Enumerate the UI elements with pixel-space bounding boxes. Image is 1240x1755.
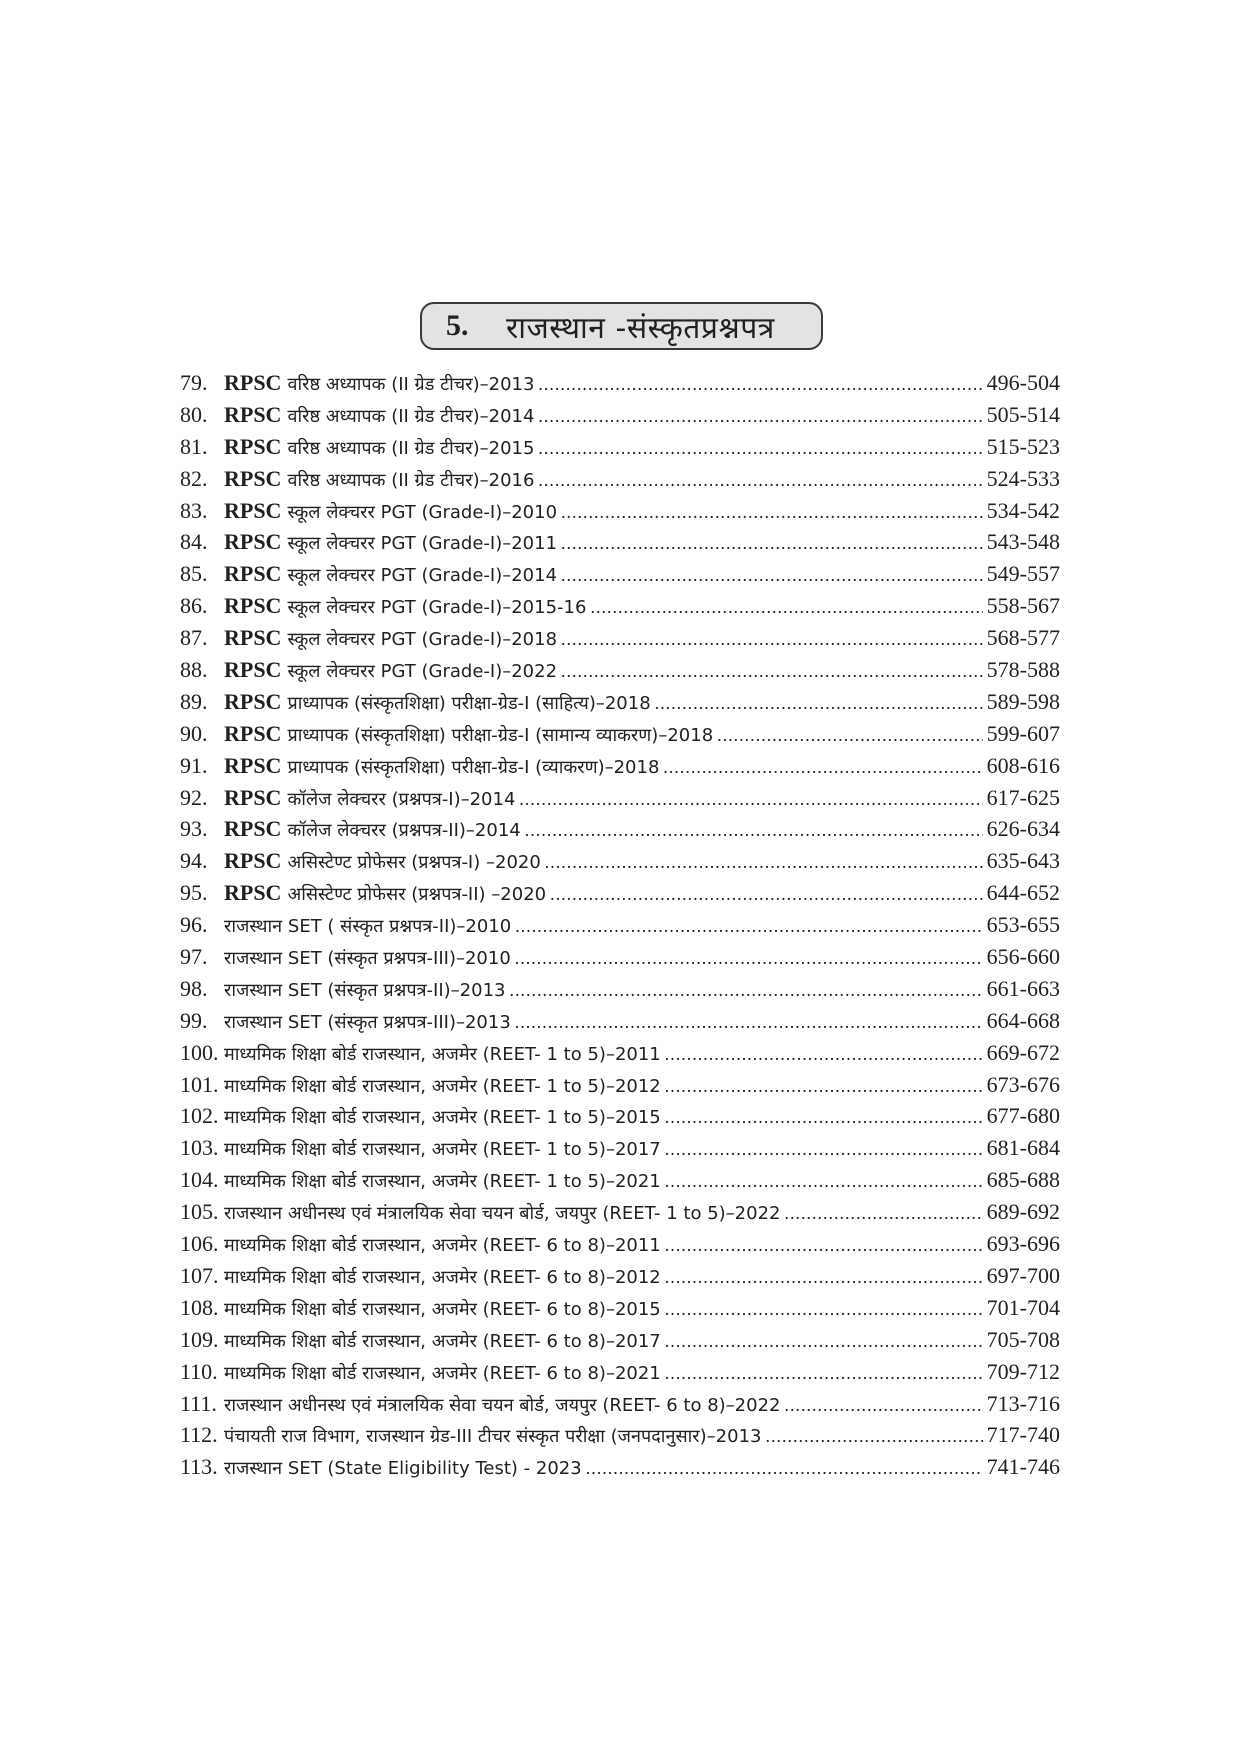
entry-title <box>224 590 586 624</box>
entry-title-text: स्कूल लेक्चरर PGT (Grade-I)–2022 <box>287 661 558 683</box>
entry-pages: 549-557 <box>986 561 1060 587</box>
dot-leader <box>586 1453 983 1485</box>
entry-title <box>224 750 659 784</box>
toc-entry[interactable] <box>180 367 1060 399</box>
entry-title-text: कॉलेज लेक्चरर (प्रश्नपत्र-I)–2014 <box>287 788 516 810</box>
toc-entry[interactable] <box>180 1388 1060 1420</box>
entry-title-text: माध्यमिक शिक्षा बोर्ड राजस्थान, अजमेर (REET- 6 to 8)–2021 <box>224 1362 661 1384</box>
dot-leader <box>515 1007 983 1039</box>
entry-number: 98. <box>180 975 208 1001</box>
toc-entry[interactable] <box>180 1260 1060 1292</box>
entry-pages: 669-672 <box>986 1039 1060 1065</box>
entry-title <box>224 877 546 911</box>
entry-pages: 705-708 <box>986 1326 1060 1352</box>
entry-title-text: असिस्टेण्ट प्रोफेसर (प्रश्नपत्र-II) –2020 <box>287 884 547 906</box>
entry-number: 110. <box>180 1358 218 1384</box>
dot-leader <box>784 1198 982 1230</box>
entry-pages: 653-655 <box>986 912 1060 938</box>
toc-entry[interactable] <box>180 1196 1060 1228</box>
entry-number: 108. <box>180 1294 219 1320</box>
toc-entry[interactable] <box>180 1037 1060 1069</box>
dot-leader <box>665 1358 983 1390</box>
toc-entry[interactable] <box>180 1069 1060 1101</box>
entry-pages: 599-607 <box>986 720 1060 746</box>
entry-title <box>224 495 557 529</box>
dot-leader <box>561 497 983 529</box>
entry-number: 94. <box>180 848 208 874</box>
entry-title <box>224 526 557 560</box>
entry-org: RPSC <box>224 370 282 395</box>
entry-pages: 709-712 <box>986 1358 1060 1384</box>
entry-number: 97. <box>180 944 208 970</box>
entry-pages: 697-700 <box>986 1262 1060 1288</box>
dot-leader <box>717 720 983 752</box>
entry-pages: 543-548 <box>986 529 1060 555</box>
entry-pages: 713-716 <box>986 1390 1060 1416</box>
entry-number: 87. <box>180 625 208 651</box>
entry-title <box>224 973 505 1007</box>
entry-title-text: स्कूल लेक्चरर PGT (Grade-I)–2010 <box>287 501 558 523</box>
entry-title <box>224 686 651 720</box>
entry-pages: 685-688 <box>986 1167 1060 1193</box>
entry-number: 105. <box>180 1199 219 1225</box>
entry-number: 95. <box>180 880 208 906</box>
entry-title-text: माध्यमिक शिक्षा बोर्ड राजस्थान, अजमेर (REET- 6 to 8)–2012 <box>224 1266 661 1288</box>
entry-number: 103. <box>180 1135 219 1161</box>
entry-number: 104. <box>180 1167 219 1193</box>
toc-entry[interactable] <box>180 686 1060 718</box>
entry-org: RPSC <box>224 561 282 587</box>
entry-number: 79. <box>180 370 208 395</box>
entry-number: 82. <box>180 465 208 491</box>
entry-title-text: माध्यमिक शिक्षा बोर्ड राजस्थान, अजमेर (REET- 1 to 5)–2017 <box>224 1139 661 1161</box>
dot-leader <box>665 1071 983 1103</box>
toc-entry[interactable] <box>180 558 1060 590</box>
entry-number: 101. <box>180 1071 219 1097</box>
dot-leader <box>561 624 983 656</box>
entry-pages: 673-676 <box>986 1071 1060 1097</box>
entry-org: RPSC <box>224 433 282 459</box>
section-number: 5. <box>446 309 469 342</box>
entry-pages: 589-598 <box>986 688 1060 714</box>
entry-number: 85. <box>180 561 208 587</box>
dot-leader <box>509 975 982 1007</box>
toc-entry[interactable] <box>180 526 1060 558</box>
entry-pages: 681-684 <box>986 1135 1060 1161</box>
entry-org: RPSC <box>224 720 282 746</box>
entry-org: RPSC <box>224 401 282 427</box>
toc-entry[interactable] <box>180 590 1060 622</box>
entry-pages: 617-625 <box>986 784 1060 810</box>
entry-number: 106. <box>180 1231 219 1257</box>
table-of-contents <box>180 367 1060 1483</box>
dot-leader <box>538 433 982 465</box>
toc-entry[interactable] <box>180 877 1060 909</box>
entry-title <box>224 813 521 847</box>
entry-org: RPSC <box>224 816 282 842</box>
entry-title-text: प्राध्यापक (संस्कृतशिक्षा) परीक्षा-ग्रेड-I (व्याकरण)–2018 <box>287 756 660 778</box>
toc-entry[interactable] <box>180 941 1060 973</box>
toc-entry[interactable] <box>180 1292 1060 1324</box>
entry-pages: 635-643 <box>986 848 1060 874</box>
dot-leader <box>665 1039 983 1071</box>
entry-title <box>224 1388 780 1422</box>
entry-title-text: कॉलेज लेक्चरर (प्रश्नपत्र-II)–2014 <box>287 820 521 842</box>
entry-title-text: स्कूल लेक्चरर PGT (Grade-I)–2014 <box>287 565 558 587</box>
entry-number: 111. <box>180 1390 217 1416</box>
entry-title-text: माध्यमिक शिक्षा बोर्ड राजस्थान, अजमेर (REET- 1 to 5)–2021 <box>224 1171 661 1193</box>
toc-entry[interactable] <box>180 1356 1060 1388</box>
entry-number: 93. <box>180 816 208 842</box>
dot-leader <box>590 592 982 624</box>
entry-title-text: प्राध्यापक (संस्कृतशिक्षा) परीक्षा-ग्रेड-I (साहित्य)–2018 <box>287 692 651 714</box>
entry-title <box>224 558 557 592</box>
entry-title <box>224 1260 661 1294</box>
toc-entry[interactable] <box>180 654 1060 686</box>
entry-title <box>224 367 534 401</box>
toc-entry[interactable] <box>180 463 1060 495</box>
entry-title <box>224 909 511 943</box>
dot-leader <box>525 815 983 847</box>
entry-title <box>224 463 534 497</box>
entry-title <box>224 1356 661 1390</box>
entry-org: RPSC <box>224 529 282 555</box>
entry-pages: 568-577 <box>986 625 1060 651</box>
entry-title <box>224 1069 661 1103</box>
toc-entry[interactable] <box>180 1324 1060 1356</box>
entry-title <box>224 941 511 975</box>
entry-title-text: राजस्थान SET (संस्कृत प्रश्नपत्र-III)–2013 <box>224 1011 511 1033</box>
entry-number: 109. <box>180 1326 219 1352</box>
entry-number: 84. <box>180 529 208 555</box>
toc-entry[interactable] <box>180 973 1060 1005</box>
entry-number: 102. <box>180 1103 219 1129</box>
dot-leader <box>538 465 982 497</box>
entry-title-text: पंचायती राज विभाग, राजस्थान ग्रेड-III टीचर संस्कृत परीक्षा (जनपदानुसार)–2013 <box>224 1426 762 1448</box>
entry-pages: 741-746 <box>986 1454 1060 1480</box>
entry-title-text: वरिष्ठ अध्यापक (II ग्रेड टीचर)–2016 <box>287 469 535 491</box>
entry-pages: 656-660 <box>986 944 1060 970</box>
entry-title <box>224 718 713 752</box>
dot-leader <box>665 1134 983 1166</box>
entry-title <box>224 1228 661 1262</box>
entry-pages: 496-504 <box>986 370 1060 395</box>
entry-title <box>224 1419 761 1453</box>
entry-title <box>224 782 515 816</box>
dot-leader <box>665 1166 983 1198</box>
entry-title <box>224 431 534 465</box>
entry-pages: 524-533 <box>986 465 1060 491</box>
entry-number: 81. <box>180 433 208 459</box>
entry-number: 86. <box>180 593 208 619</box>
entry-title <box>224 1164 661 1198</box>
entry-pages: 558-567 <box>986 593 1060 619</box>
entry-title-text: माध्यमिक शिक्षा बोर्ड राजस्थान, अजमेर (REET- 6 to 8)–2015 <box>224 1298 661 1320</box>
entry-number: 92. <box>180 784 208 810</box>
dot-leader <box>561 656 983 688</box>
entry-title-text: स्कूल लेक्चरर PGT (Grade-I)–2015-16 <box>287 597 587 619</box>
entry-pages: 534-542 <box>986 497 1060 523</box>
entry-title-text: वरिष्ठ अध्यापक (II ग्रेड टीचर)–2013 <box>287 374 535 395</box>
toc-entry[interactable] <box>180 1164 1060 1196</box>
entry-org: RPSC <box>224 688 282 714</box>
entry-org: RPSC <box>224 657 282 683</box>
entry-pages: 701-704 <box>986 1294 1060 1320</box>
dot-leader <box>665 1230 983 1262</box>
entry-pages: 664-668 <box>986 1007 1060 1033</box>
entry-title-text: माध्यमिक शिक्षा बोर्ड राजस्थान, अजमेर (REET- 6 to 8)–2011 <box>224 1235 661 1257</box>
entry-number: 107. <box>180 1262 219 1288</box>
entry-title <box>224 1324 661 1358</box>
dot-leader <box>665 1294 983 1326</box>
entry-title <box>224 1100 661 1134</box>
entry-title <box>224 399 534 433</box>
entry-title <box>224 845 541 879</box>
entry-title <box>224 622 557 656</box>
entry-org: RPSC <box>224 848 282 874</box>
dot-leader <box>765 1421 982 1453</box>
entry-number: 112. <box>180 1422 218 1448</box>
toc-entry[interactable] <box>180 909 1060 941</box>
dot-leader <box>538 401 982 433</box>
entry-number: 91. <box>180 752 208 778</box>
entry-title-text: राजस्थान अधीनस्थ एवं मंत्रालयिक सेवा चयन बोर्ड, जयपुर (REET- 1 to 5)–2022 <box>224 1203 781 1225</box>
entry-org: RPSC <box>224 752 282 778</box>
entry-title-text: स्कूल लेक्चरर PGT (Grade-I)–2018 <box>287 629 558 651</box>
dot-leader <box>665 1326 983 1358</box>
entry-number: 96. <box>180 912 208 938</box>
toc-entry[interactable] <box>180 495 1060 527</box>
dot-leader <box>545 847 983 879</box>
entry-pages: 608-616 <box>986 752 1060 778</box>
dot-leader <box>663 752 982 784</box>
entry-number: 99. <box>180 1007 208 1033</box>
entry-title-text: राजस्थान SET (State Eligibility Test) - 2023 <box>224 1458 582 1480</box>
entry-title-text: स्कूल लेक्चरर PGT (Grade-I)–2011 <box>287 533 558 555</box>
entry-pages: 717-740 <box>986 1422 1060 1448</box>
entry-pages: 578-588 <box>986 657 1060 683</box>
dot-leader <box>561 560 983 592</box>
toc-entry[interactable] <box>180 718 1060 750</box>
entry-org: RPSC <box>224 497 282 523</box>
toc-entry[interactable] <box>180 399 1060 431</box>
entry-pages: 661-663 <box>986 975 1060 1001</box>
entry-number: 88. <box>180 657 208 683</box>
entry-title-text: वरिष्ठ अध्यापक (II ग्रेड टीचर)–2014 <box>287 405 535 427</box>
entry-org: RPSC <box>224 784 282 810</box>
entry-org: RPSC <box>224 593 282 619</box>
toc-entry[interactable] <box>180 1100 1060 1132</box>
entry-title-text: असिस्टेण्ट प्रोफेसर (प्रश्नपत्र-I) –2020 <box>287 852 541 874</box>
dot-leader <box>665 1102 983 1134</box>
entry-org: RPSC <box>224 880 282 906</box>
dot-leader <box>538 369 982 401</box>
entry-title-text: राजस्थान अधीनस्थ एवं मंत्रालयिक सेवा चयन बोर्ड, जयपुर (REET- 6 to 8)–2022 <box>224 1394 781 1416</box>
entry-title <box>224 1037 661 1071</box>
entry-number: 83. <box>180 497 208 523</box>
entry-title <box>224 1005 511 1039</box>
toc-entry[interactable] <box>180 1228 1060 1260</box>
toc-entry[interactable] <box>180 431 1060 463</box>
entry-title-text: प्राध्यापक (संस्कृतशिक्षा) परीक्षा-ग्रेड-I (सामान्य व्याकरण)–2018 <box>287 724 714 746</box>
entry-number: 80. <box>180 401 208 427</box>
entry-number: 89. <box>180 688 208 714</box>
toc-entry[interactable] <box>180 622 1060 654</box>
entry-org: RPSC <box>224 625 282 651</box>
entry-pages: 626-634 <box>986 816 1060 842</box>
entry-title <box>224 1132 661 1166</box>
dot-leader <box>515 911 982 943</box>
entry-title <box>224 1451 582 1485</box>
entry-title-text: राजस्थान SET (संस्कृत प्रश्नपत्र-III)–2010 <box>224 948 511 970</box>
toc-entry[interactable] <box>180 750 1060 782</box>
entry-pages: 505-514 <box>986 401 1060 427</box>
entry-title-text: माध्यमिक शिक्षा बोर्ड राजस्थान, अजमेर (REET- 1 to 5)–2015 <box>224 1107 661 1129</box>
dot-leader <box>665 1262 983 1294</box>
toc-entry[interactable] <box>180 1132 1060 1164</box>
entry-number: 113. <box>180 1454 218 1480</box>
dot-leader <box>550 879 983 911</box>
entry-title <box>224 1196 780 1230</box>
dot-leader <box>655 688 983 720</box>
entry-title-text: माध्यमिक शिक्षा बोर्ड राजस्थान, अजमेर (REET- 1 to 5)–2012 <box>224 1075 661 1097</box>
entry-pages: 677-680 <box>986 1103 1060 1129</box>
entry-pages: 693-696 <box>986 1231 1060 1257</box>
entry-pages: 515-523 <box>986 433 1060 459</box>
dot-leader <box>561 528 983 560</box>
toc-entry[interactable] <box>180 813 1060 845</box>
entry-pages: 644-652 <box>986 880 1060 906</box>
toc-entry[interactable] <box>180 1419 1060 1451</box>
entry-pages: 689-692 <box>986 1199 1060 1225</box>
toc-entry[interactable] <box>180 782 1060 814</box>
dot-leader <box>784 1390 982 1422</box>
dot-leader <box>515 943 983 975</box>
section-heading-box <box>420 302 823 350</box>
section-title: राजस्थान -संस्कृतप्रश्नपत्र <box>506 310 775 346</box>
entry-title <box>224 654 557 688</box>
entry-org: RPSC <box>224 465 282 491</box>
toc-entry[interactable] <box>180 1005 1060 1037</box>
entry-title-text: माध्यमिक शिक्षा बोर्ड राजस्थान, अजमेर (REET- 1 to 5)–2011 <box>224 1043 661 1065</box>
entry-title-text: वरिष्ठ अध्यापक (II ग्रेड टीचर)–2015 <box>287 437 535 459</box>
entry-title-text: राजस्थान SET (संस्कृत प्रश्नपत्र-II)–2013 <box>224 979 506 1001</box>
dot-leader <box>519 784 982 816</box>
entry-number: 90. <box>180 720 208 746</box>
entry-title <box>224 1292 661 1326</box>
entry-title-text: राजस्थान SET ( संस्कृत प्रश्नपत्र-II)–2010 <box>224 916 512 938</box>
toc-entry[interactable] <box>180 1451 1060 1483</box>
toc-entry[interactable] <box>180 845 1060 877</box>
entry-title-text: माध्यमिक शिक्षा बोर्ड राजस्थान, अजमेर (REET- 6 to 8)–2017 <box>224 1330 661 1352</box>
entry-number: 100. <box>180 1039 219 1065</box>
